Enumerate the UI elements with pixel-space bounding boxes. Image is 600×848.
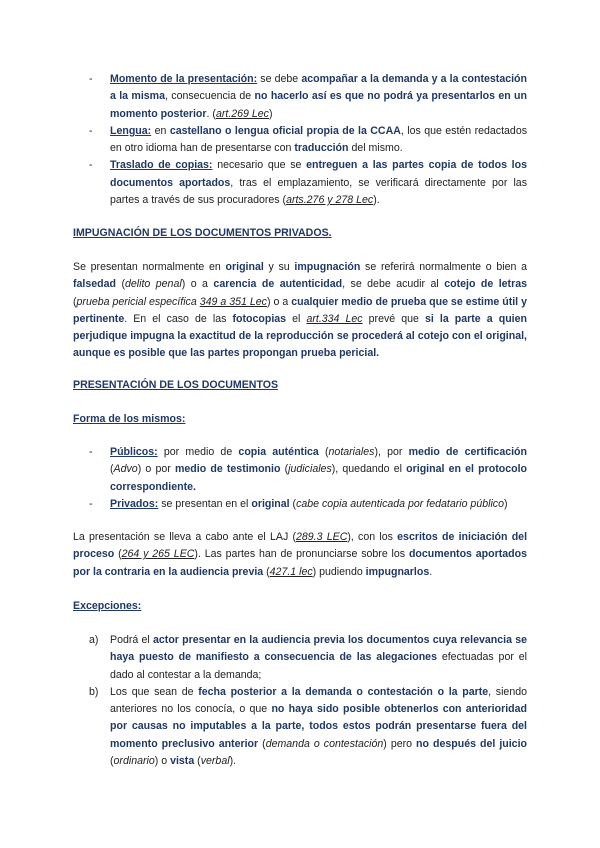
section-heading-impugnacion: IMPUGNACIÓN DE LOS DOCUMENTOS PRIVADOS. (73, 227, 332, 239)
subheading-excepciones: Excepciones: (73, 600, 142, 612)
law-reference: 264 y 265 LEC (121, 548, 195, 561)
dash-bullet: - (89, 124, 93, 137)
dash-bullet: - (89, 446, 93, 458)
law-reference: 349 a 351 Lec (199, 295, 267, 308)
presentation-list (0, 71, 600, 209)
list-item: - Públicos: por medio de copia auténtica (notariales), por medio de certificación (Advo) o por medio de testimonio (judiciales), quedando el original en el protocolo correspondiente. (89, 446, 527, 493)
subheading-forma: Forma de los mismos: (73, 413, 186, 425)
list-item: b) Los que sean de fecha posterior a la demanda o contestación o la parte, siendo anteriores no los conocía, o que no haya sido posible obtenerlos con anterioridad por causas no imputables a la parte, todos estos podrán presentarse fuera del momento preclusivo anterior (demanda o contestación) pero no después del juicio (ordinario) o vista (verbal). (89, 685, 527, 768)
list-item: - Traslado de copias: necesario que se entreguen a las partes copia de todos los documentos aportados, tras el emplazamiento, se verificará directamente por las partes a través de sus procuradores (arts.276 y 278 Lec). (89, 159, 527, 207)
dash-bullet: - (89, 497, 93, 510)
list-item: - Lengua: en castellano o lengua oficial propia de la CCAA, los que estén redactados en otro idioma han de presentarse con traducción del mismo. (89, 124, 528, 155)
item-title: Privados: (110, 497, 159, 510)
law-reference: art.269 Lec (215, 107, 269, 120)
forma-list (0, 444, 600, 513)
list-marker: a) (89, 634, 99, 646)
dash-bullet: - (89, 73, 93, 85)
section-heading-presentacion: PRESENTACIÓN DE LOS DOCUMENTOS (73, 379, 279, 391)
dash-bullet: - (89, 159, 93, 172)
list-marker: b) (89, 685, 99, 698)
list-item: a) Podrá el actor presentar en la audiencia previa los documentos cuya relevancia se haya puesto de manifiesto a consecuencia de las alegaciones efectuadas por el dado al contestar a la demanda; (89, 634, 527, 681)
item-title: Traslado de copias: (110, 159, 213, 172)
presentacion-paragraph: La presentación se lleva a cabo ante el LAJ (289.3 LEC), con los escritos de iniciación del proceso (264 y 265 LEC). Las partes han de pronunciarse sobre los documentos aportados por la contraria en la audiencia previa (427.1 lec) pudiendo impugnarlos. (73, 531, 528, 578)
excepciones-list (0, 632, 600, 770)
law-reference: 427.1 lec (269, 565, 313, 578)
list-item: - Privados: se presentan en el original (cabe copia autenticada por fedatario público) (0, 496, 600, 513)
law-reference: art.334 Lec (306, 312, 363, 325)
list-item: - Momento de la presentación: se debe acompañar a la demanda y a la contestación a la misma, consecuencia de no hacerlo así es que no podrá ya presentarlos en un momento posterior. (art.269 Lec) (89, 73, 527, 120)
law-reference: arts.276 y 278 Lec (286, 194, 374, 207)
item-title: Públicos: (110, 446, 158, 458)
impugnacion-paragraph: Se presentan normalmente en original y su impugnación se referirá normalmente o bien a falsedad (delito penal) o a carencia de autenticidad, se debe acudir al cotejo de letras (prueba pericial específica 349 a 351 Lec) o a cualquier medio de prueba que se estime útil y pertinente. En el caso de las fotocopias el art.334 Lec prevé que si la parte a quien perjudique impugna la exactitud de la reproducción se procederá al cotejo con el original, aunque es posible que las partes propongan prueba pericial. (73, 261, 527, 360)
item-title: Lengua: (110, 124, 152, 137)
item-title: Momento de la presentación: (110, 73, 258, 85)
law-reference: 289.3 LEC (296, 531, 348, 543)
